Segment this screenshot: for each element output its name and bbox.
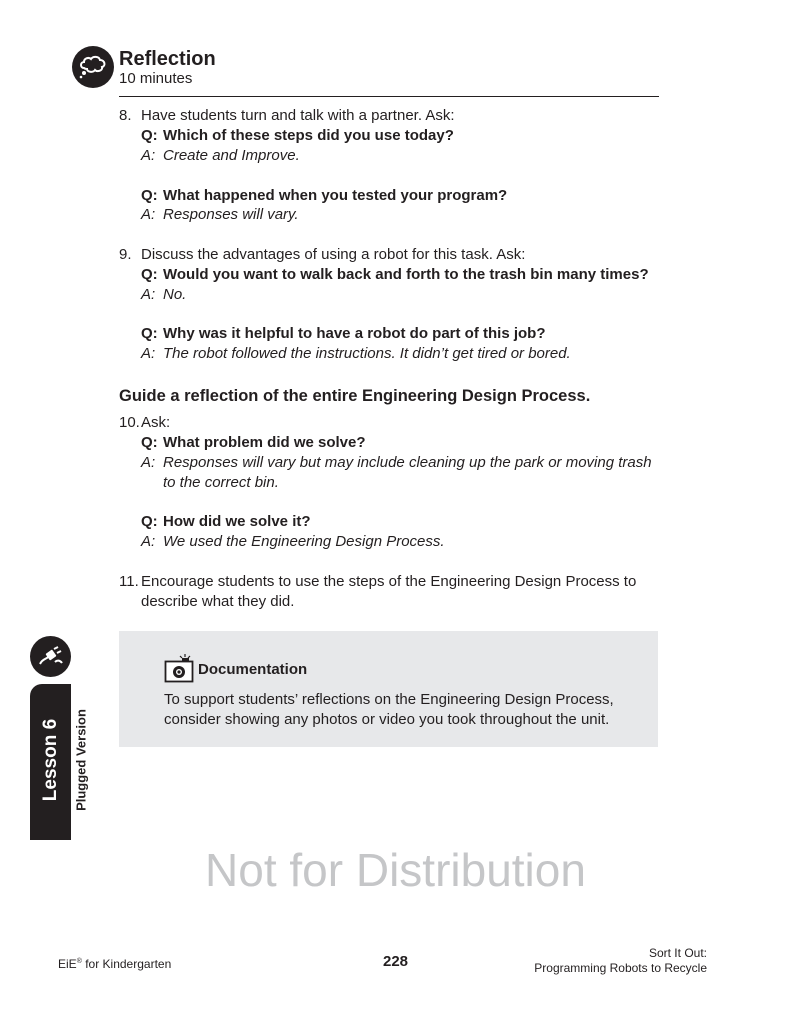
answer-label: A:: [141, 454, 156, 471]
answer-text: Responses will vary.: [163, 206, 299, 223]
documentation-line: To support students’ reflections on the Engineering Design Process,: [164, 691, 614, 708]
question-text: What problem did we solve?: [163, 434, 366, 451]
answer-label: A:: [141, 147, 156, 164]
camera-icon: [164, 653, 194, 683]
thought-bubble-icon: [72, 46, 114, 88]
question-text: Would you want to walk back and forth to the trash bin many times?: [163, 266, 649, 283]
question-label: Q:: [141, 127, 158, 144]
question-label: Q:: [141, 187, 158, 204]
answer-label: A:: [141, 533, 156, 550]
step-text: Discuss the advantages of using a robot for this task. Ask:: [141, 246, 526, 263]
footer-book-title: EiE® for Kindergarten: [58, 957, 172, 971]
documentation-line: consider showing any photos or video you took throughout the unit.: [164, 711, 610, 728]
documentation-title: Documentation: [198, 661, 308, 678]
answer-text: No.: [163, 286, 187, 303]
section-title: Reflection: [119, 48, 216, 70]
step-text-continued: describe what they did.: [141, 593, 295, 610]
page-number: 228: [382, 953, 409, 970]
version-label: Plugged Version: [73, 709, 89, 811]
question-text: Why was it helpful to have a robot do part of this job?: [163, 325, 546, 342]
robot-plug-icon: [30, 636, 71, 677]
watermark: Not for Distribution: [205, 844, 586, 896]
step-number: 10.: [119, 414, 140, 431]
step-number: 9.: [119, 246, 132, 263]
footer-unit-title: Sort It Out: Programming Robots to Recycle: [534, 946, 707, 975]
lesson-label: Lesson 6: [40, 718, 61, 802]
question-text: How did we solve it?: [163, 513, 311, 530]
question-text: What happened when you tested your program?: [163, 187, 508, 204]
subheading: Guide a reflection of the entire Engineering Design Process.: [119, 387, 591, 405]
step-text: Ask:: [141, 414, 171, 431]
answer-text: Create and Improve.: [163, 147, 300, 164]
step-number: 8.: [119, 107, 132, 124]
section-duration: 10 minutes: [119, 70, 193, 87]
step-number: 11.: [119, 573, 139, 590]
header-divider: [119, 96, 659, 97]
question-text: Which of these steps did you use today?: [163, 127, 454, 144]
question-label: Q:: [141, 434, 158, 451]
answer-text-continued: to the correct bin.: [163, 474, 279, 491]
step-text: Encourage students to use the steps of the Engineering Design Process to: [141, 573, 637, 590]
answer-text: We used the Engineering Design Process.: [163, 533, 445, 550]
question-label: Q:: [141, 325, 158, 342]
documentation-body: [164, 690, 614, 730]
answer-text: The robot followed the instructions. It didn’t get tired or bored.: [163, 345, 571, 362]
answer-text: Responses will vary but may include cleaning up the park or moving trash: [163, 454, 652, 471]
step-text: Have students turn and talk with a partner. Ask:: [141, 107, 455, 124]
answer-label: A:: [141, 345, 156, 362]
answer-label: A:: [141, 206, 156, 223]
question-label: Q:: [141, 266, 158, 283]
answer-label: A:: [141, 286, 156, 303]
question-label: Q:: [141, 513, 158, 530]
